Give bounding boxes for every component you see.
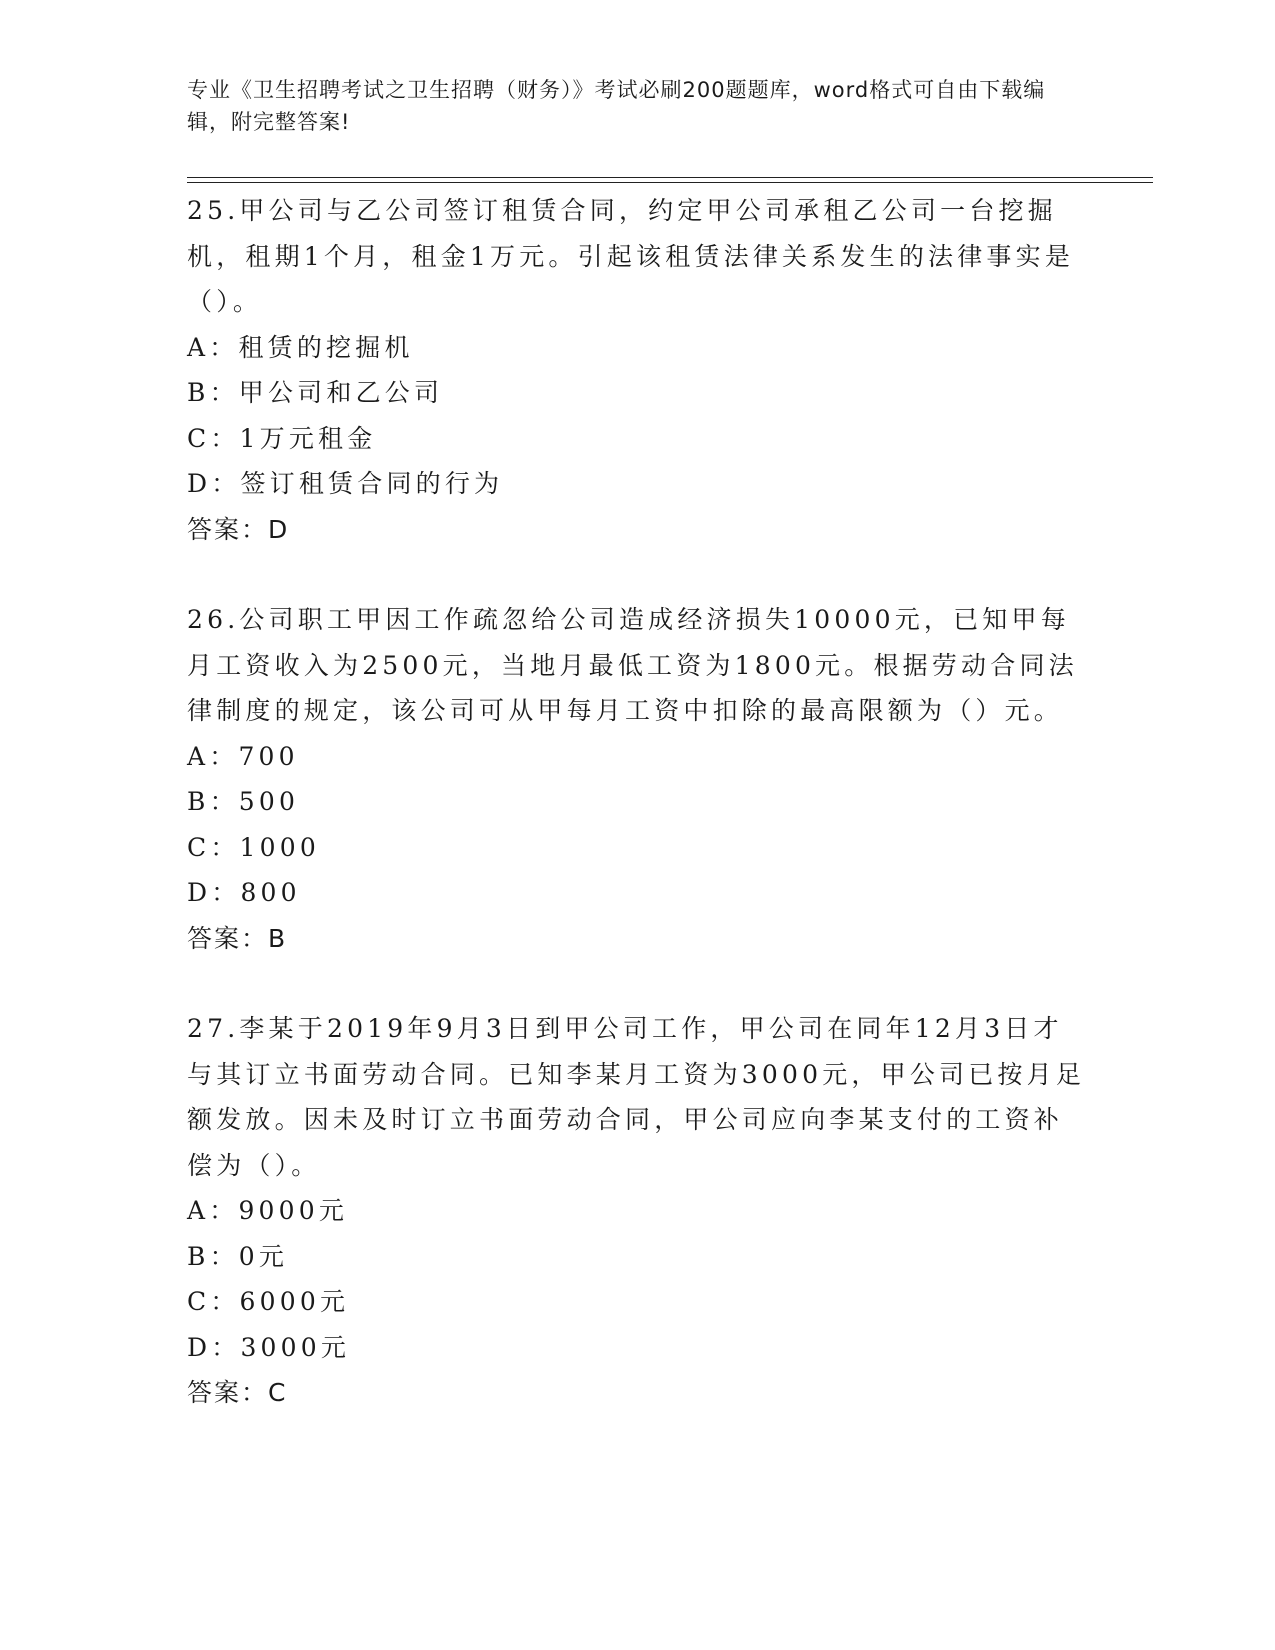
option-a: A：9000元 bbox=[187, 1196, 349, 1225]
option-c: C：1万元租金 bbox=[187, 423, 377, 453]
document-header: 专业《卫生招聘考试之卫生招聘（财务）》考试必刷200题题库，word格式可自由下载编辑，附完整答案! bbox=[187, 78, 1046, 134]
question-27 bbox=[187, 1006, 1087, 1416]
option-a: A：700 bbox=[187, 741, 299, 771]
answer: 答案：B bbox=[187, 923, 288, 953]
option-b: B：甲公司和乙公司 bbox=[187, 378, 444, 407]
question-26 bbox=[187, 597, 1087, 961]
question-stem: 25.甲公司与乙公司签订租赁合同，约定甲公司承租乙公司一台挖掘机，租期1个月，租金1万元。引起该租赁法律关系发生的法律事实是（）。 bbox=[187, 196, 1075, 316]
answer: 答案：D bbox=[187, 514, 290, 544]
option-b: B：500 bbox=[187, 787, 300, 816]
option-c: C：6000元 bbox=[187, 1287, 350, 1316]
option-a: A：租赁的挖掘机 bbox=[187, 332, 414, 362]
question-stem: 27.李某于2019年9月3日到甲公司工作，甲公司在同年12月3日才与其订立书面劳动合同。已知李某月工资为3000元，甲公司已按月足额发放。因未及时订立书面劳动合同，甲公司应向李某支付的工资补偿为（）。 bbox=[187, 1014, 1086, 1180]
question-stem: 26.公司职工甲因工作疏忽给公司造成经济损失10000元，已知甲每月工资收入为2500元，当地月最低工资为1800元。根据劳动合同法律制度的规定，该公司可从甲每月工资中扣除的最高限额为（）元。 bbox=[187, 605, 1078, 725]
header-divider-thin bbox=[187, 177, 1153, 178]
option-d: D：签订租赁合同的行为 bbox=[187, 469, 504, 498]
option-d: D：3000元 bbox=[187, 1332, 351, 1362]
answer: 答案：C bbox=[187, 1378, 288, 1407]
option-b: B：0元 bbox=[187, 1241, 289, 1271]
option-d: D：800 bbox=[187, 878, 301, 907]
option-c: C：1000 bbox=[187, 832, 320, 862]
header-divider-thick bbox=[187, 182, 1153, 183]
question-25 bbox=[187, 188, 1087, 552]
